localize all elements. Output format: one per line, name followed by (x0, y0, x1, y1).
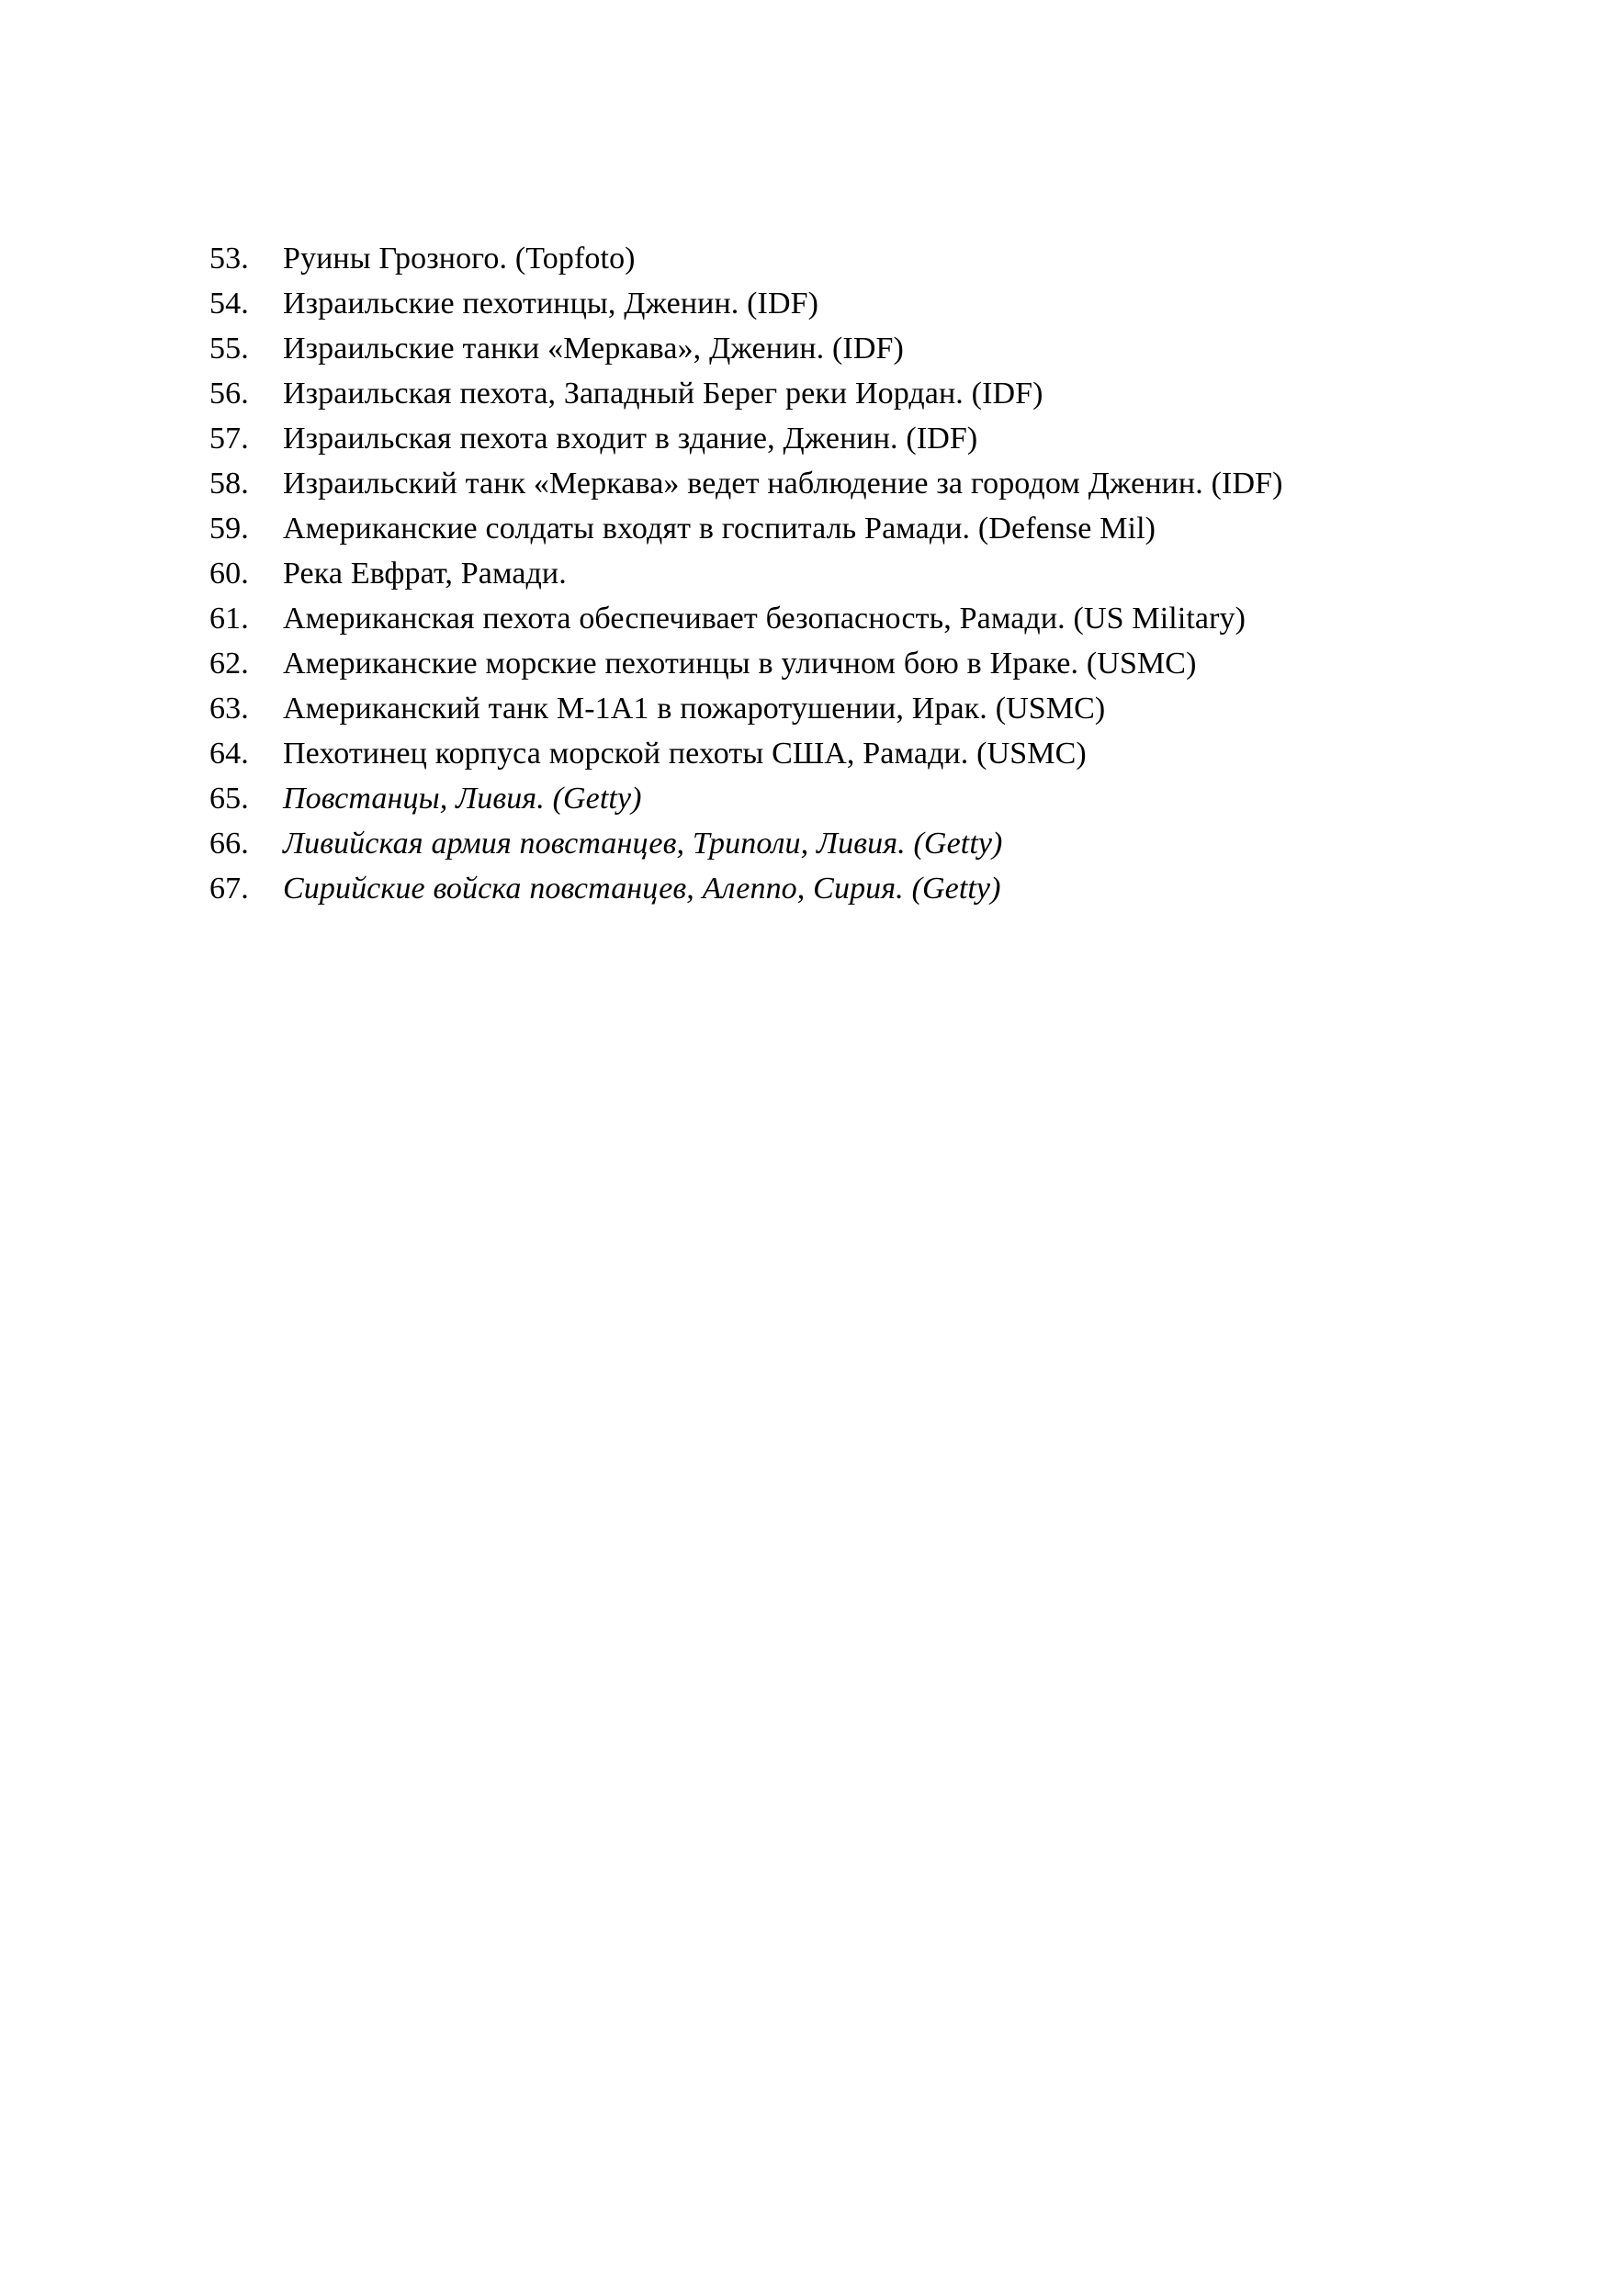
list-item (209, 372, 1431, 417)
list-item-number: 64. (209, 737, 249, 771)
list-item (209, 282, 1431, 327)
list-item-number: 60. (209, 557, 249, 591)
list-item-caption: Повстанцы, Ливия. (Getty) (283, 782, 642, 816)
list-item-caption: Река Евфрат, Рамади. (283, 557, 567, 591)
list-item-caption: Израильские пехотинцы, Дженин. (IDF) (283, 287, 819, 321)
list-item-number: 53. (209, 242, 249, 276)
list-item (209, 462, 1431, 507)
list-item (209, 687, 1431, 732)
list-item (209, 732, 1431, 777)
list-item-number: 59. (209, 512, 249, 546)
list-item-number: 56. (209, 377, 249, 411)
list-item-number: 55. (209, 332, 249, 366)
list-item-number: 54. (209, 287, 249, 321)
list-item (209, 237, 1431, 282)
list-item (209, 327, 1431, 372)
list-item-caption: Израильский танк «Меркава» ведет наблюдение за городом Дженин. (IDF) (283, 467, 1283, 501)
list-item-caption: Руины Грозного. (Topfoto) (283, 242, 636, 276)
list-item-number: 62. (209, 647, 249, 681)
list-item-number: 61. (209, 602, 249, 636)
list-item (209, 597, 1431, 642)
list-item (209, 777, 1431, 822)
list-item (209, 867, 1431, 912)
list-item-number: 67. (209, 872, 249, 906)
list-item-caption: Сирийские войска повстанцев, Алеппо, Сирия. (Getty) (283, 872, 1001, 906)
list-item-caption: Американский танк М-1А1 в пожаротушении, Ирак. (USMC) (283, 692, 1106, 726)
list-item (209, 507, 1431, 552)
list-item-caption: Американские морские пехотинцы в уличном бою в Ираке. (USMC) (283, 647, 1197, 681)
list-item (209, 642, 1431, 687)
list-item-caption: Пехотинец корпуса морской пехоты США, Рамади. (USMC) (283, 737, 1087, 771)
list-item (209, 552, 1431, 597)
list-item-caption: Американские солдаты входят в госпиталь Рамади. (Defense Mil) (283, 512, 1156, 546)
list-item-caption: Американская пехота обеспечивает безопасность, Рамади. (US Military) (283, 602, 1246, 636)
list-item-number: 63. (209, 692, 249, 726)
list-item-number: 66. (209, 827, 249, 861)
list-item-number: 58. (209, 467, 249, 501)
list-item-caption: Израильская пехота, Западный Берег реки Иордан. (IDF) (283, 377, 1043, 411)
list-item (209, 417, 1431, 462)
list-item-number: 65. (209, 782, 249, 816)
list-item-caption: Израильские танки «Меркава», Дженин. (IDF) (283, 332, 904, 366)
list-item-number: 57. (209, 422, 249, 456)
list-item (209, 822, 1431, 867)
list-item-caption: Ливийская армия повстанцев, Триполи, Ливия. (Getty) (283, 827, 1003, 861)
list-item-caption: Израильская пехота входит в здание, Дженин. (IDF) (283, 422, 978, 456)
illustration-credits-list (209, 237, 1431, 912)
